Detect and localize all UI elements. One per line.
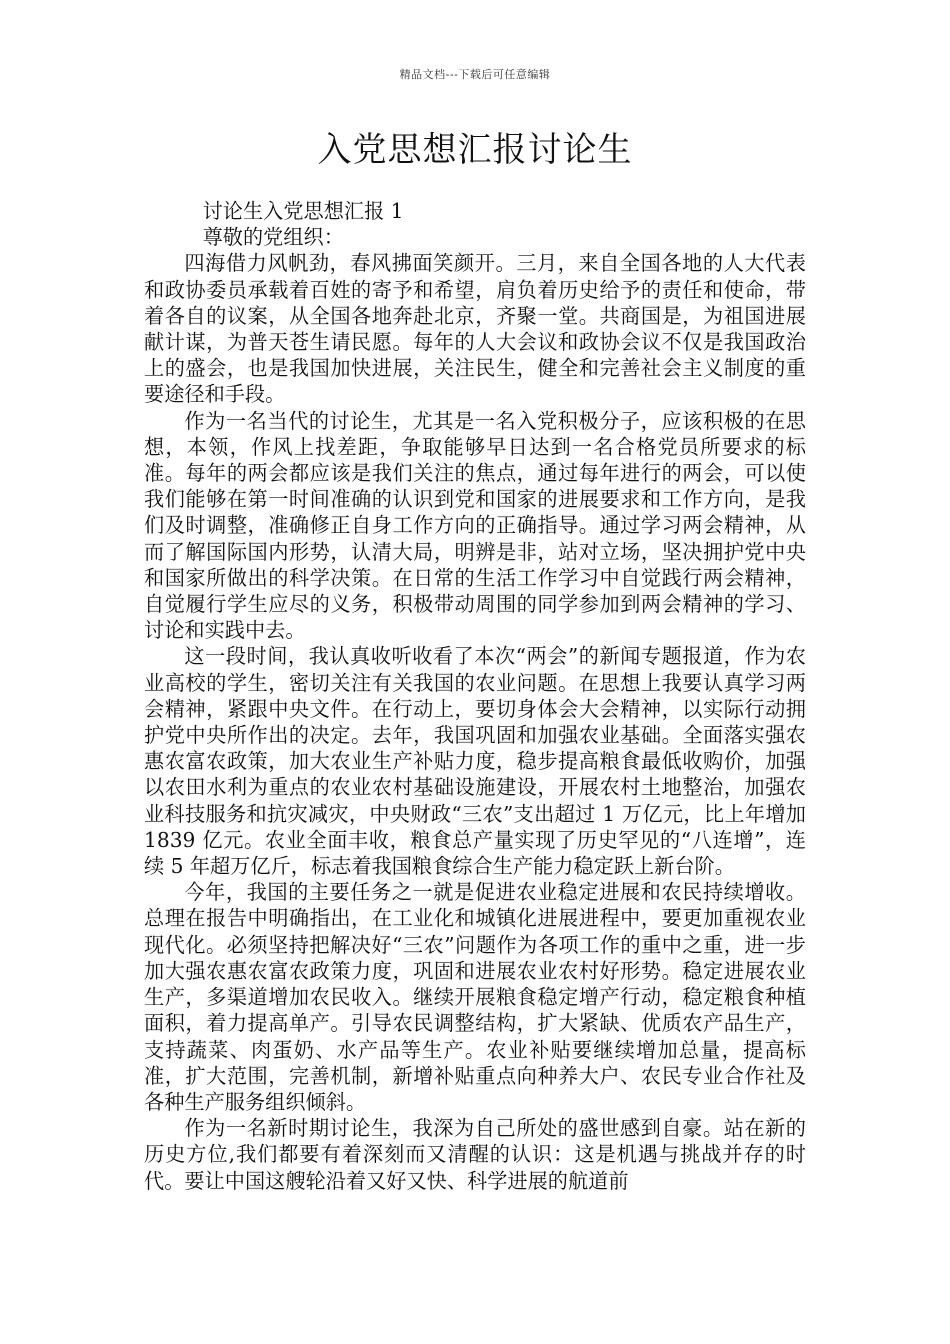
document-subtitle: 讨论生入党思想汇报 1 (202, 199, 404, 223)
paragraph-1: 四海借力风帆劲，春风拂面笑颜开。三月，来自全国各地的人大代表和政协委员承载着百姓的寄予和希望，肩负着历史给予的责任和使命，带着各自的议案，从全国各地奔赴北京，齐聚一堂。共商国是，为祖国进展献计谋，为普天苍生请民愿。每年的人大会议和政协会议不仅是我国政治上的盛会，也是我国加快进展，关注民生，健全和完善社会主义制度的重要途径和手段。 (144, 251, 806, 407)
paragraph-5: 作为一名新时期讨论生，我深为自己所处的盛世感到自豪。站在新的历史方位,我们都要有着深刻而又清醒的认识：这是机遇与挑战并存的时代。要让中国这艘轮沿着又好又快、科学进展的航道前 (144, 1116, 806, 1193)
paragraph-2: 作为一名当代的讨论生，尤其是一名入党积极分子，应该积极的在思想，本领，作风上找差距，争取能够早日达到一名合格党员所要求的标准。每年的两会都应该是我们关注的焦点，通过每年进行的两会，可以使我们能够在第一时间准确的认识到党和国家的进展要求和工作方向，是我们及时调整，准确修正自身工作方向的正确指导。通过学习两会精神，从而了解国际国内形势，认清大局，明辨是非，站对立场，坚决拥护党中央和国家所做出的科学决策。在日常的生活工作学习中自觉践行两会精神，自觉履行学生应尽的义务，积极带动周围的同学参加到两会精神的学习、讨论和实践中去。 (144, 408, 806, 643)
page-header-note: 精品文档---下载后可任意编辑 (399, 68, 551, 81)
salutation: 尊敬的党组织： (202, 225, 344, 250)
document-title: 入党思想汇报讨论生 (317, 130, 633, 170)
paragraph-3: 这一段时间，我认真收听收看了本次“两会”的新闻专题报道，作为农业高校的学生，密切关注有关我国的农业问题。在思想上我要认真学习两会精神，紧跟中央文件。在行动上，要切身体会大会精神，以实际行动拥护党中央所作出的决定。去年，我国巩固和加强农业基础。全面落实强农惠农富农政策，加大农业生产补贴力度，稳步提高粮食最低收购价，加强以农田水利为重点的农业农村基础设施建设，开展农村土地整治，加强农业科技服务和抗灾减灾，中央财政“三农”支出超过 1 万亿元，比上年增加 1839 亿元。农业全面丰收，粮食总产量实现了历史罕见的“八连增”，连续 5 年超万亿斤，标志着我国粮食综合生产能力稳定跃上新台阶。 (144, 644, 806, 879)
paragraph-4: 今年，我国的主要任务之一就是促进农业稳定进展和农民持续增收。总理在报告中明确指出，在工业化和城镇化进展进程中，要更加重视农业现代化。必须坚持把解决好“三农”问题作为各项工作的重中之重，进一步加大强农惠农富农政策力度，巩固和进展农业农村好形势。稳定进展农业生产，多渠道增加农民收入。继续开展粮食稳定增产行动，稳定粮食种植面积，着力提高单产。引导农民调整结构，扩大紧缺、优质农产品生产，支持蔬菜、肉蛋奶、水产品等生产。农业补贴要继续增加总量，提高标准，扩大范围，完善机制，新增补贴重点向种养大户、农民专业合作社及各种生产服务组织倾斜。 (144, 880, 806, 1114)
document-body (144, 198, 806, 1194)
